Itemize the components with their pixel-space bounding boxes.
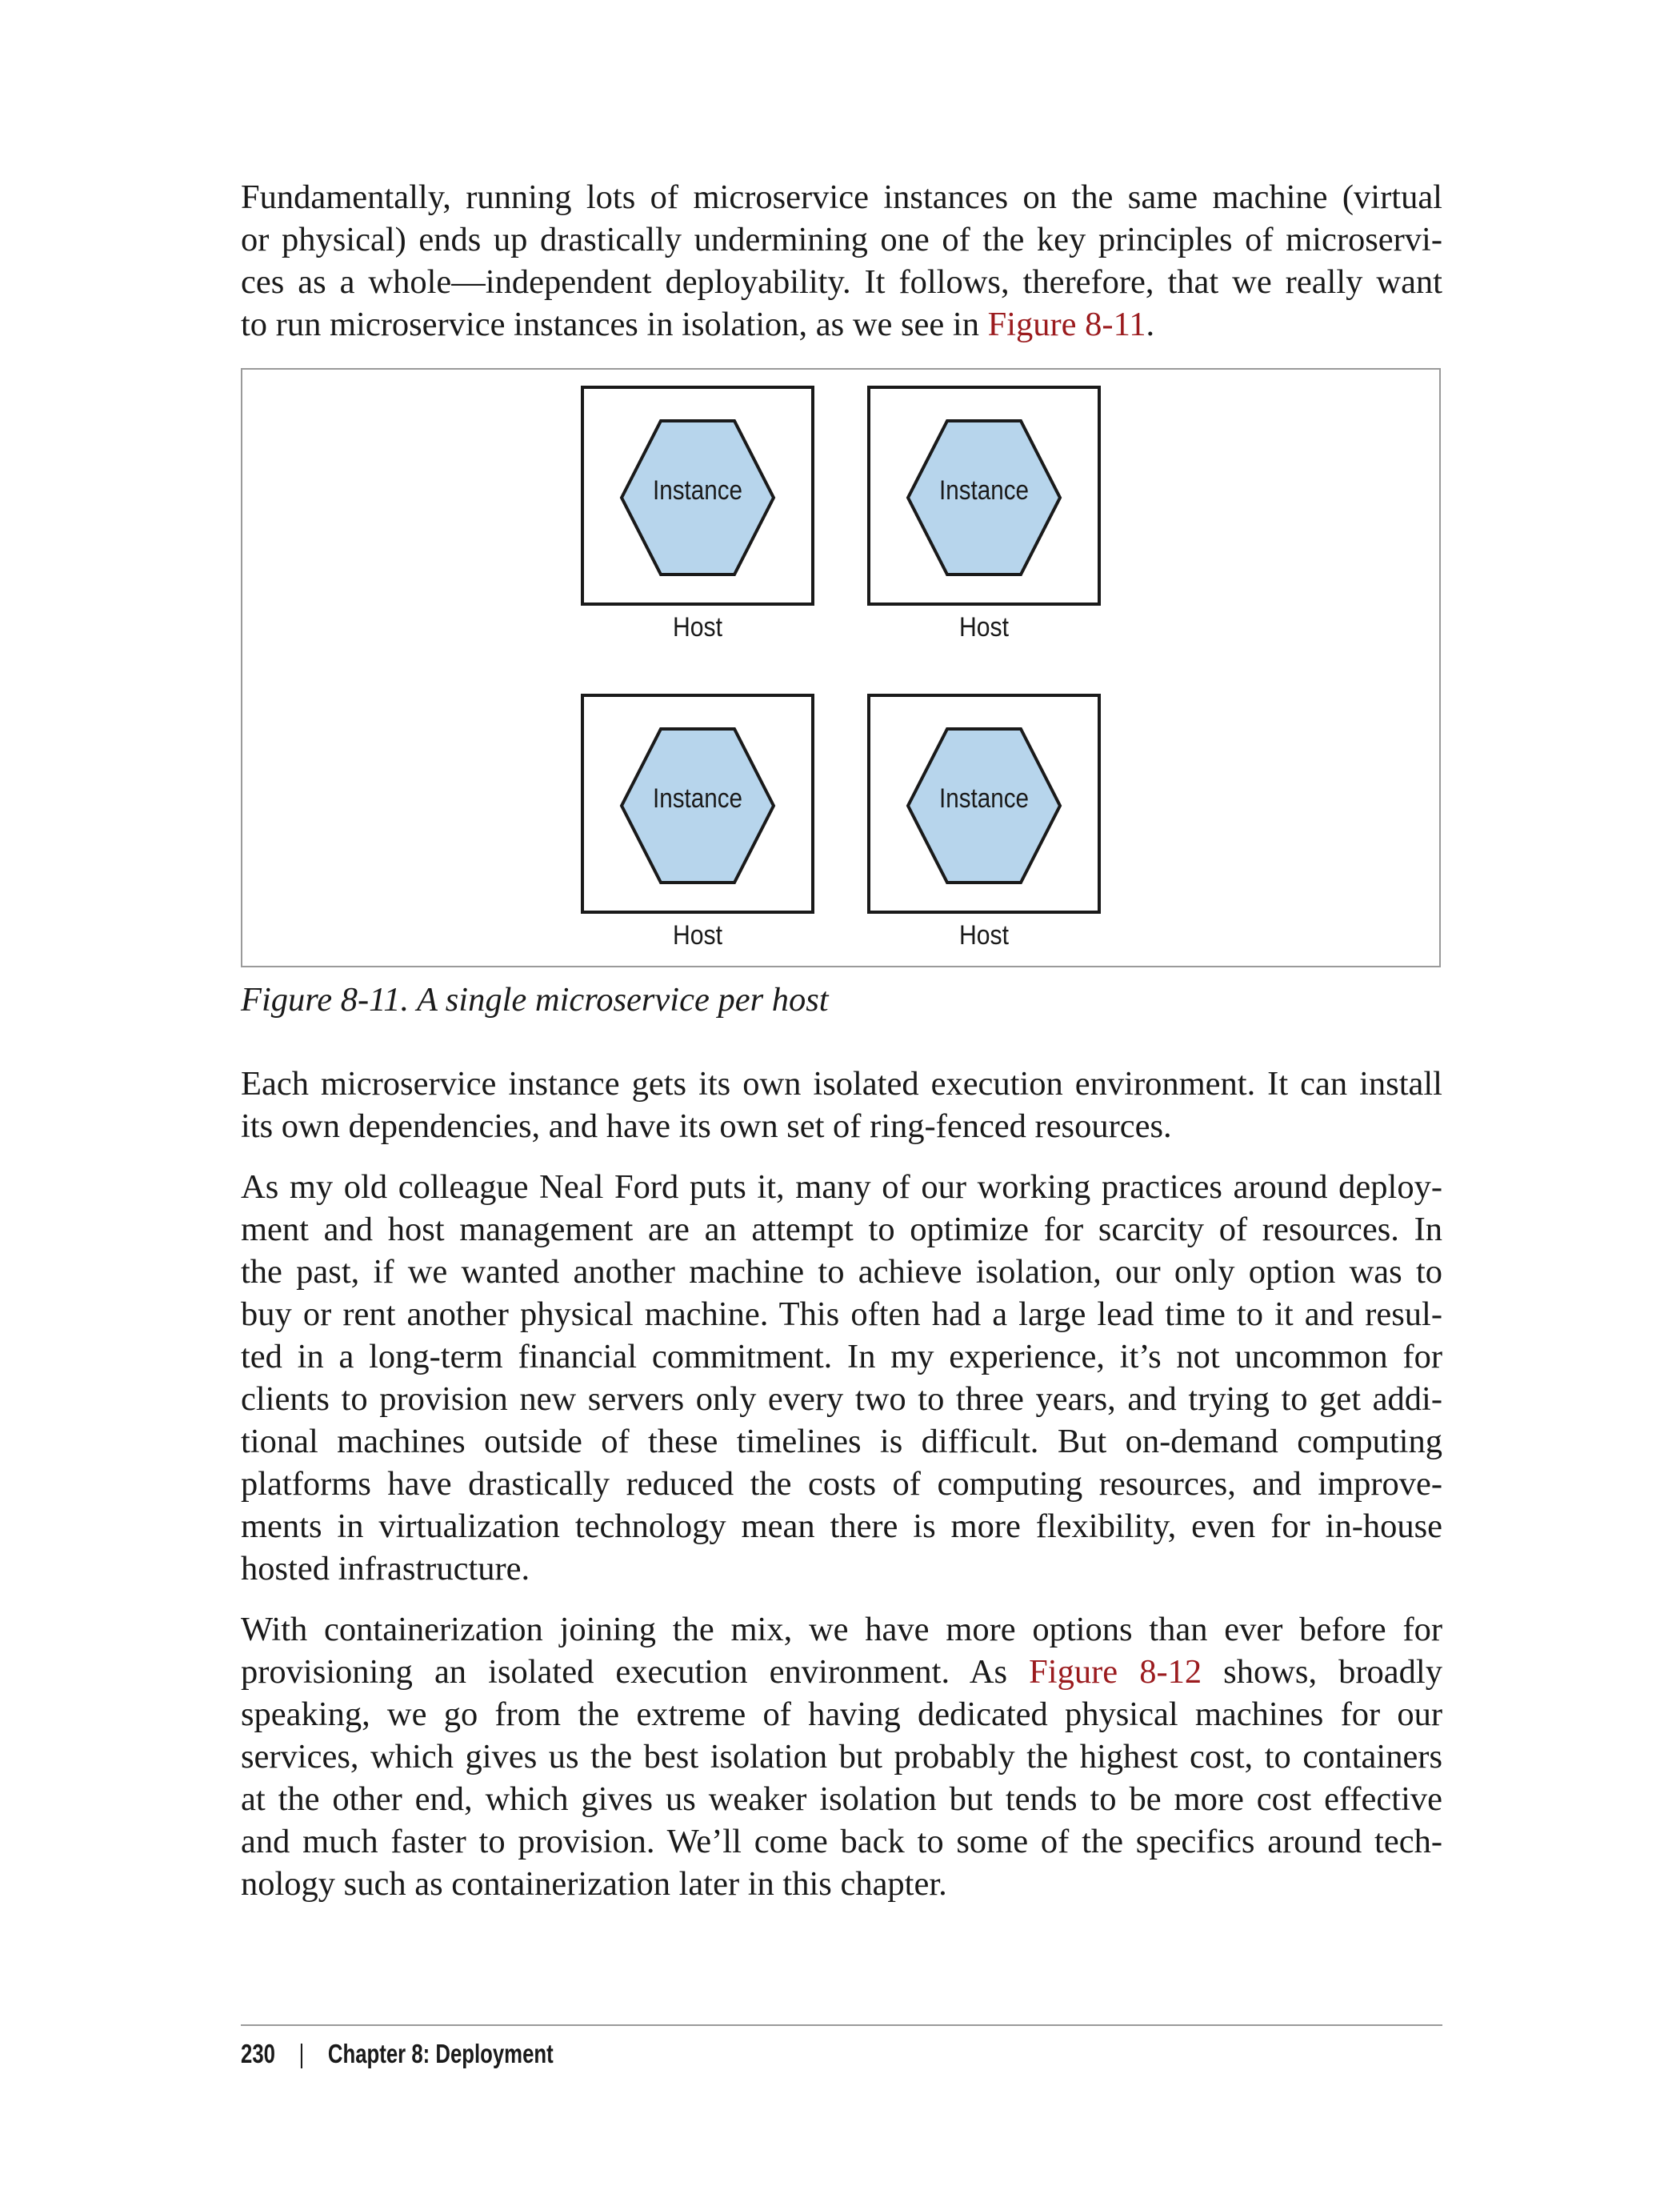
host-label: Host — [959, 612, 1010, 643]
paragraph-neal-ford — [241, 1166, 1442, 1590]
text-line: the past, if we wanted another machine to achieve isolation, our only option was to — [241, 1253, 1442, 1291]
figure-8-11 — [241, 368, 1441, 967]
figure-8-11-link[interactable]: Figure 8-11 — [987, 306, 1146, 343]
page-number: 230 — [241, 2039, 275, 2068]
text-line: speaking, we go from the extreme of having dedicated physical machines for our — [241, 1696, 1442, 1733]
text-line — [241, 303, 1442, 346]
figure-8-12-link[interactable]: Figure 8-12 — [1029, 1653, 1202, 1691]
instance-label: Instance — [653, 475, 742, 506]
text-line: tional machines outside of these timelines is difficult. But on-demand computing — [241, 1423, 1442, 1460]
text-line: ments in virtualization technology mean there is more flexibility, even for in-house — [241, 1507, 1442, 1545]
host-diagram — [242, 370, 1442, 969]
host-label: Host — [959, 920, 1010, 951]
text-line: at the other end, which gives us weaker isolation but tends to be more cost effective — [241, 1780, 1442, 1818]
text-line: its own dependencies, and have its own set of ring-fenced resources. — [241, 1107, 1172, 1145]
text-line: With containerization joining the mix, we have more options than ever before for — [241, 1611, 1442, 1648]
text-line: platforms have drastically reduced the costs of computing resources, and improve- — [241, 1465, 1442, 1503]
text-line: Fundamentally, running lots of microservice instances on the same machine (virtual — [241, 178, 1442, 216]
instance-label: Instance — [653, 783, 742, 814]
host-label: Host — [673, 920, 723, 951]
text-fragment: . — [1146, 306, 1155, 343]
text-line: Each microservice instance gets its own isolated execution environment. It can install — [241, 1065, 1442, 1103]
text-fragment: shows, broadly — [1202, 1653, 1442, 1691]
text-line: As my old colleague Neal Ford puts it, many of our working practices around deploy- — [241, 1168, 1442, 1206]
instance-label: Instance — [939, 783, 1029, 814]
host-box — [869, 695, 1099, 951]
text-line: hosted infrastructure. — [241, 1550, 530, 1587]
host-box — [582, 387, 813, 643]
text-line: and much faster to provision. We’ll come back to some of the specifics around tech- — [241, 1823, 1442, 1860]
text-line: services, which gives us the best isolation but probably the highest cost, to containers — [241, 1738, 1442, 1776]
footer-separator: | — [298, 2039, 305, 2068]
text-line: clients to provision new servers only every two to three years, and trying to get addi- — [241, 1380, 1442, 1418]
host-label: Host — [673, 612, 723, 643]
host-box — [869, 387, 1099, 643]
text-line: buy or rent another physical machine. This often had a large lead time to it and resul- — [241, 1295, 1442, 1333]
text-line: or physical) ends up drastically undermining one of the key principles of microservi- — [241, 221, 1442, 258]
paragraph-containerization — [241, 1608, 1442, 1905]
page-footer — [241, 2036, 554, 2072]
paragraph-isolation — [241, 1063, 1442, 1147]
figure-caption: Figure 8-11. A single microservice per host — [241, 981, 829, 1019]
text-line: ment and host management are an attempt to optimize for scarcity of resources. In — [241, 1211, 1442, 1248]
host-box — [582, 695, 813, 951]
text-line: ted in a long-term financial commitment. In my experience, it’s not uncommon for — [241, 1338, 1442, 1375]
text-fragment: provisioning an isolated execution environment. As — [241, 1653, 1030, 1691]
text-line: ces as a whole—independent deployability. It follows, therefore, that we really want — [241, 263, 1442, 301]
footer-divider — [241, 2024, 1442, 2026]
text-fragment: to run microservice instances in isolation, as we see in — [241, 306, 988, 343]
text-line: nology such as containerization later in this chapter. — [241, 1865, 947, 1903]
instance-label: Instance — [939, 475, 1029, 506]
paragraph-intro — [241, 176, 1442, 346]
chapter-title: Chapter 8: Deployment — [327, 2039, 554, 2068]
text-line — [241, 1651, 1442, 1693]
